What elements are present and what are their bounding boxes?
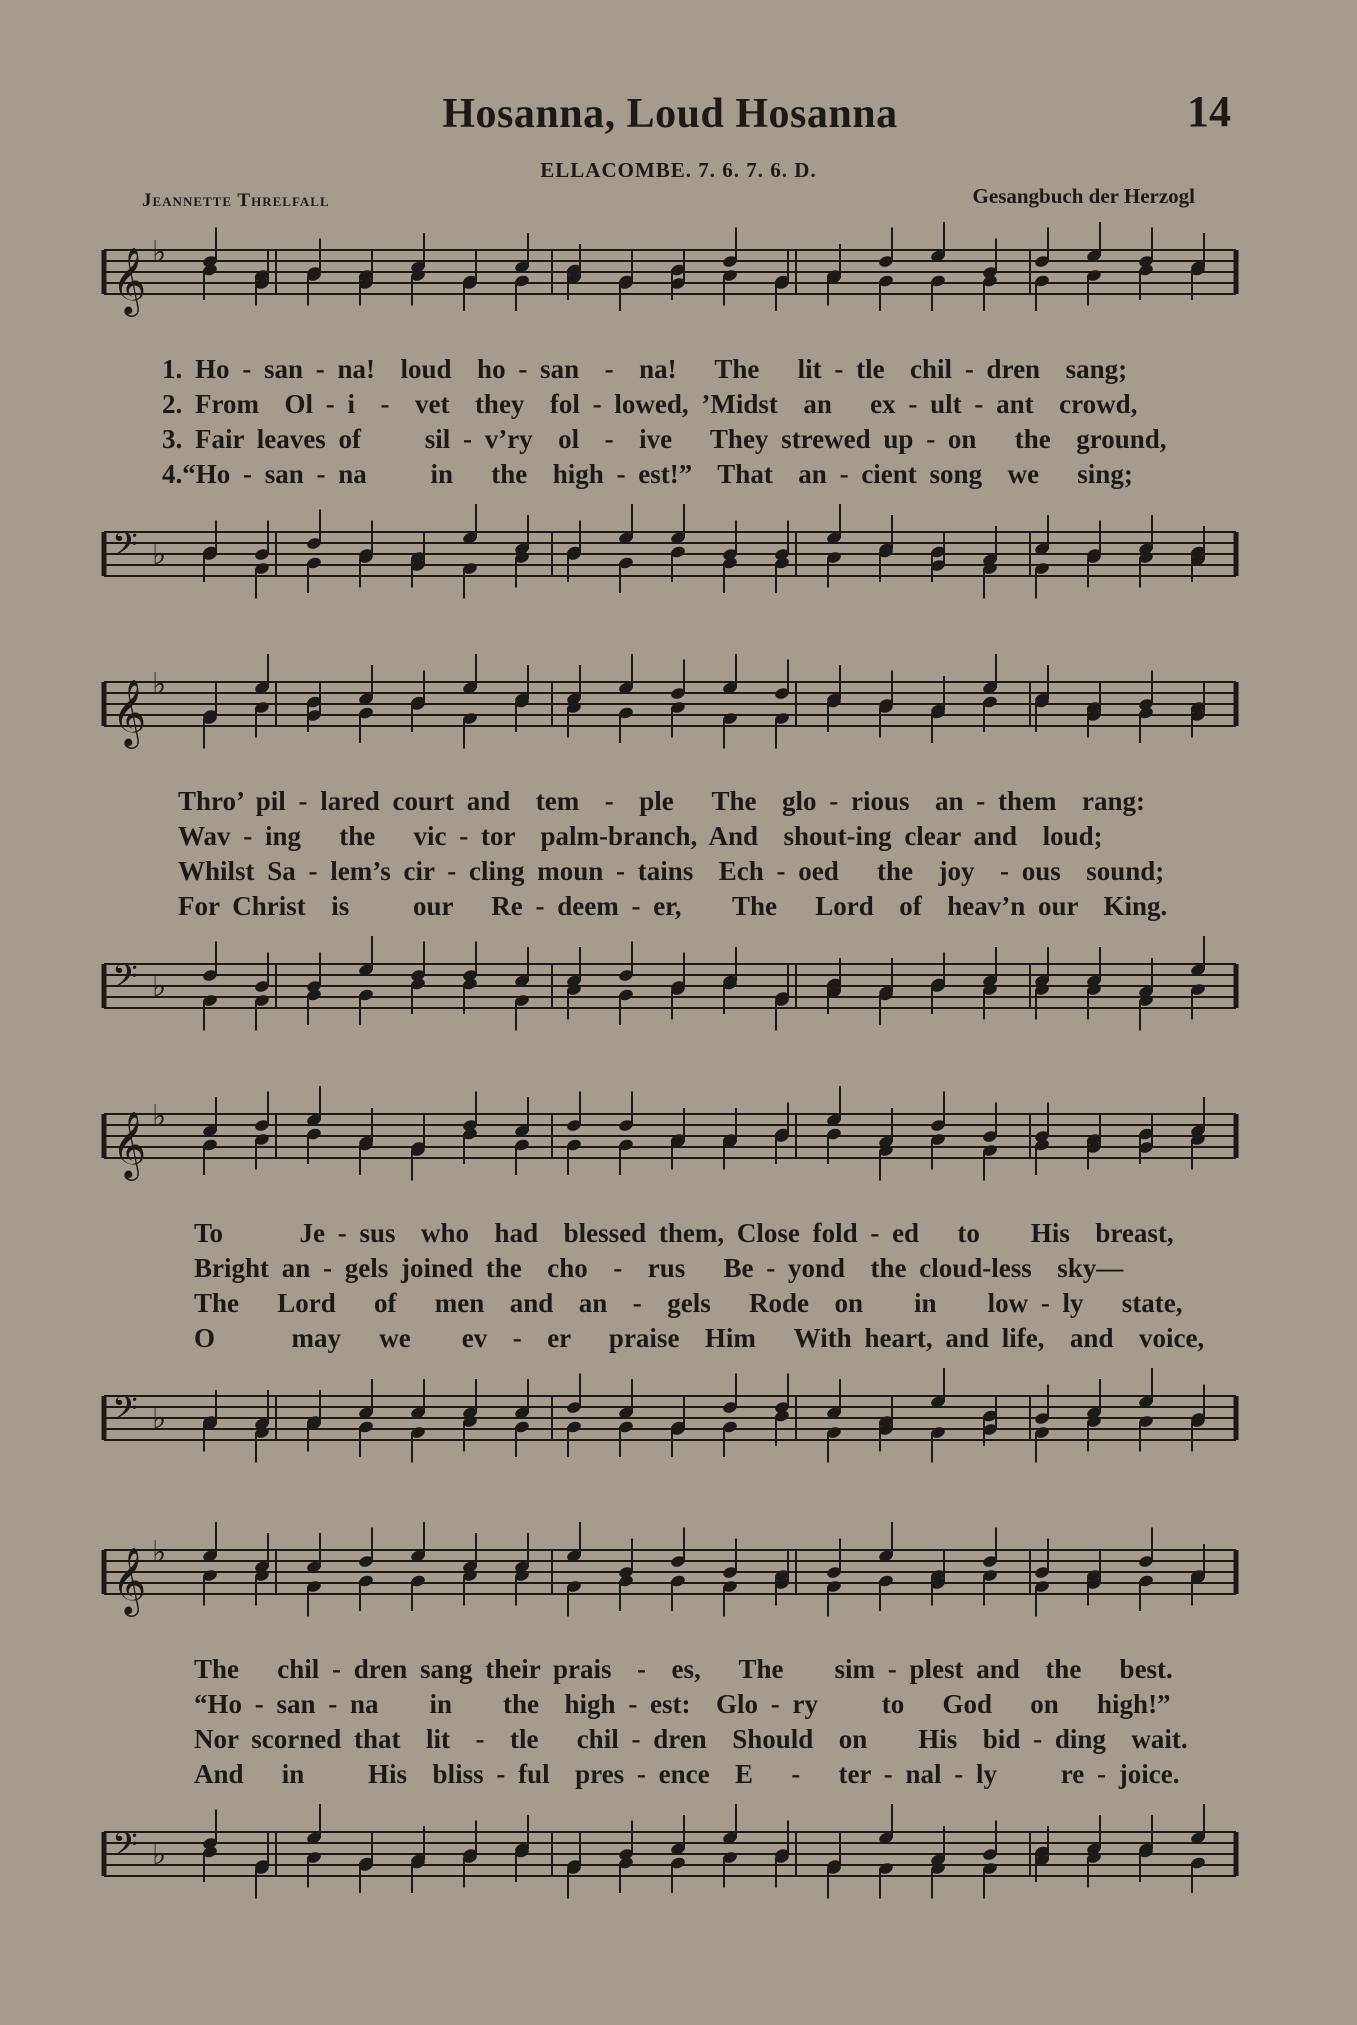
bass-clef-icon: 𝄢 [112, 1826, 138, 1872]
flat-icon: ♭ [152, 667, 167, 702]
flat-icon: ♭ [152, 1535, 167, 1570]
lyrics-block [100, 784, 1250, 924]
lyric-line: Bright an - gels joined the cho - rus Be - yond the cloud-less sky— [194, 1253, 1124, 1283]
lyrics-block [100, 1652, 1250, 1792]
lyric-line: 3. Fair leaves of sil - v’ry ol - ive They strewed up - on the ground, [162, 424, 1167, 454]
bass-staff [100, 522, 1250, 642]
bass-staff [100, 1822, 1250, 1942]
bass-clef-icon: 𝄢 [112, 1390, 138, 1436]
lyrics-block [100, 352, 1250, 492]
lyric-line: O may we ev - er praise Him With heart, and life, and voice, [194, 1323, 1205, 1353]
treble-clef-icon: 𝄞 [112, 1546, 147, 1614]
lyrics-block [100, 1216, 1250, 1356]
hymn-number: 14 [1187, 87, 1231, 136]
tune-meter: ELLACOMBE. 7. 6. 7. 6. D. [540, 158, 817, 182]
treble-clef-icon: 𝄞 [112, 1110, 147, 1178]
bass-staff [100, 954, 1250, 1074]
lyric-line: For Christ is our Re - deem - er, The Lord of heav’n our King. [178, 891, 1168, 921]
composer-credit: Gesangbuch der Herzogl [972, 184, 1195, 208]
author-credit: Jeannette Threlfall [142, 190, 330, 211]
lyric-line: Whilst Sa - lem’s cir - cling moun - tains Ech - oed the joy - ous sound; [178, 856, 1165, 886]
treble-staff [100, 667, 1250, 792]
lyric-line: And in His bliss - ful pres - ence E - ter - nal - ly re - joice. [194, 1759, 1180, 1789]
lyric-line: The chil - dren sang their prais - es, The sim - plest and the best. [194, 1654, 1173, 1684]
lyric-line: Thro’ pil - lared court and tem - ple The glo - rious an - them rang: [178, 786, 1145, 816]
lyric-line: 4.“Ho - san - na in the high - est!” That an - cient song we sing; [162, 459, 1133, 489]
hymn-title: Hosanna, Loud Hosanna [442, 91, 898, 137]
lyric-line: Nor scorned that lit - tle chil - dren Should on His bid - ding wait. [194, 1724, 1188, 1754]
treble-staff [100, 1099, 1250, 1224]
treble-staff [100, 235, 1250, 360]
bass-clef-icon: 𝄢 [112, 958, 138, 1004]
flat-icon: ♭ [152, 235, 167, 270]
flat-icon: ♭ [152, 537, 167, 572]
lyric-line: To Je - sus who had blessed them, Close fold - ed to His breast, [194, 1218, 1174, 1248]
bass-staff [100, 1386, 1250, 1506]
lyric-line: 2. From Ol - i - vet they fol - lowed, ’Midst an ex - ult - ant crowd, [162, 389, 1138, 419]
treble-staff [100, 1535, 1250, 1660]
flat-icon: ♭ [152, 1401, 167, 1436]
lyric-line: Wav - ing the vic - tor palm-branch, And shout-ing clear and loud; [178, 821, 1103, 851]
flat-icon: ♭ [152, 1837, 167, 1872]
lyric-line: The Lord of men and an - gels Rode on in low - ly state, [194, 1288, 1183, 1318]
lyric-line: “Ho - san - na in the high - est: Glo - ry to God on high!” [194, 1689, 1171, 1719]
flat-icon: ♭ [152, 969, 167, 1004]
lyric-line: 1. Ho - san - na! loud ho - san - na! The lit - tle chil - dren sang; [162, 354, 1128, 384]
flat-icon: ♭ [152, 1099, 167, 1134]
treble-clef-icon: 𝄞 [112, 246, 147, 314]
treble-clef-icon: 𝄞 [112, 678, 147, 746]
bass-clef-icon: 𝄢 [112, 526, 138, 572]
